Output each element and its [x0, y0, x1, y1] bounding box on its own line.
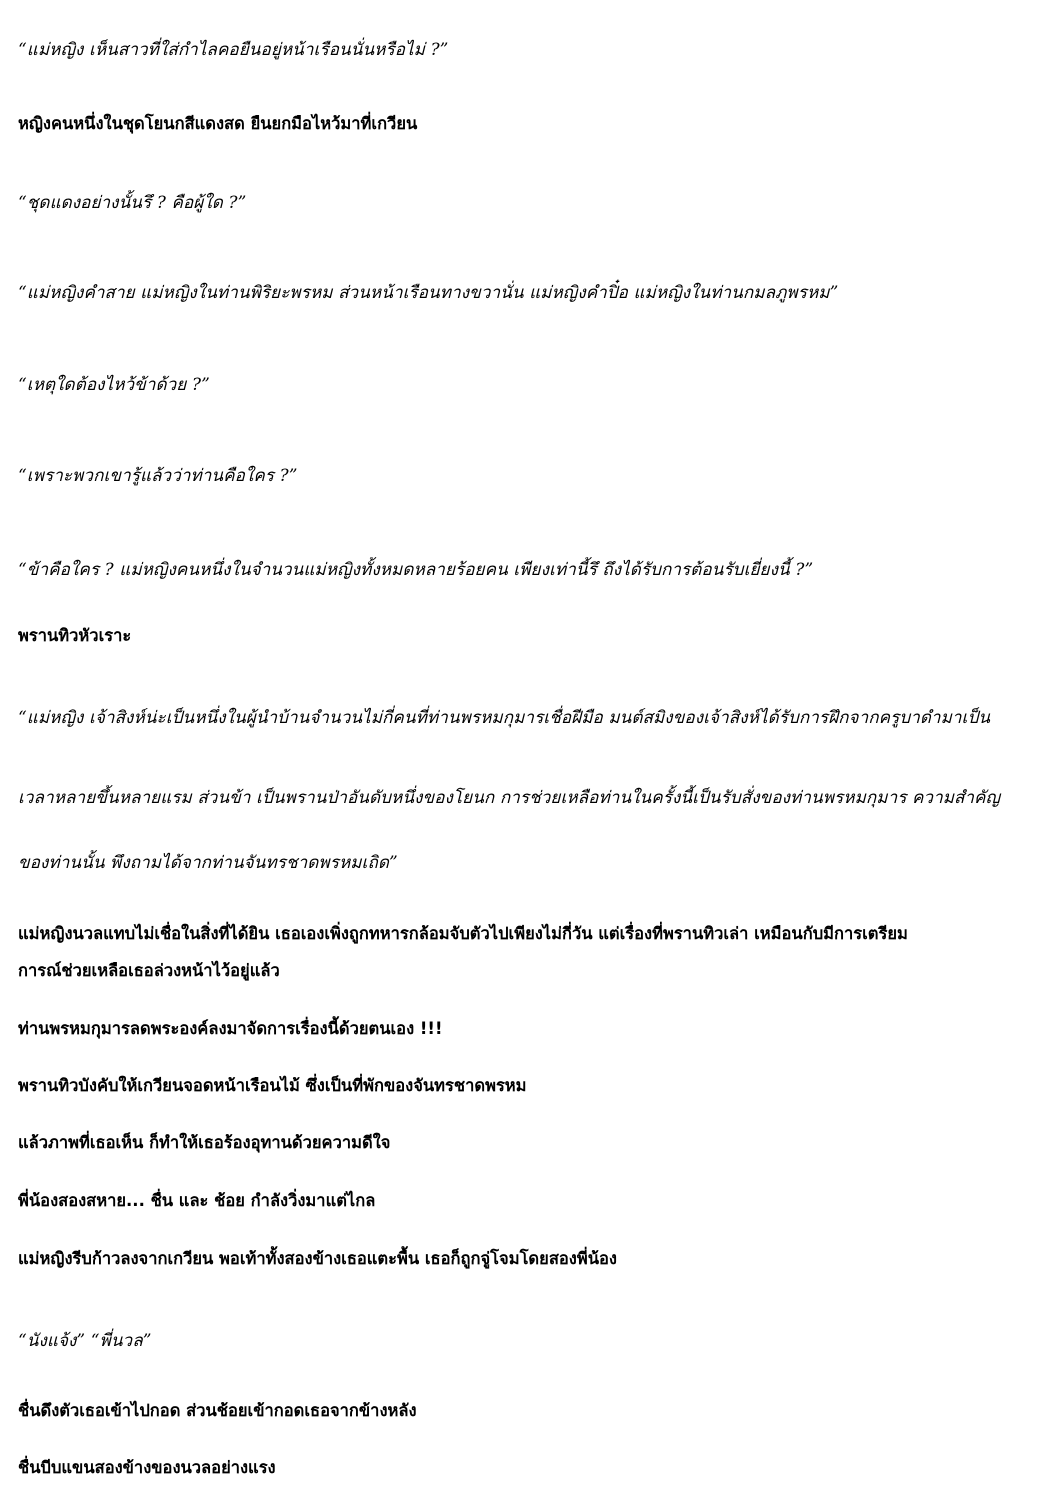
dialogue-line: “เหตุใดต้องไหว้ข้าด้วย ?” [18, 375, 210, 395]
dialogue-line: เวลาหลายขึ้นหลายแรม ส่วนข้า เป็นพรานป่าอันดับหนึ่งของโยนก การช่วยเหลือท่านในครั้งนี้เป็นรับสั่งของท่านพรหมกุมาร ความสำคัญ [18, 788, 1001, 808]
dialogue-line: “แม่หญิง เจ้าสิงห์น่ะเป็นหนึ่งในผู้นำบ้านจำนวนไม่กี่คนที่ท่านพรหมกุมารเชื่อฝีมือ มนต์สมิงของเจ้าสิงห์ได้รับการฝึกจากครูบาดำมาเป็น [18, 708, 991, 728]
narration-line: การณ์ช่วยเหลือเธอล่วงหน้าไว้อยู่แล้ว [18, 961, 280, 980]
dialogue-line: “ข้าคือใคร ? แม่หญิงคนหนึ่งในจำนวนแม่หญิงทั้งหมดหลายร้อยคน เพียงเท่านี้รึ ถึงได้รับการต้อนรับเยี่ยงนี้ ?” [18, 560, 814, 580]
narration-line: แล้วภาพที่เธอเห็น ก็ทำให้เธอร้องอุทานด้วยความดีใจ [18, 1133, 391, 1152]
dialogue-line: “นังแจ้ง” “พี่นวล” [18, 1331, 152, 1351]
narration-line: ชื่นบีบแขนสองข้างของนวลอย่างแรง [18, 1458, 276, 1477]
dialogue-line: “แม่หญิงคำสาย แม่หญิงในท่านพิริยะพรหม ส่วนหน้าเรือนทางขวานั่น แม่หญิงคำปิ๋อ แม่หญิงในท่านกมลภูพรหม” [18, 283, 839, 303]
narration-line: พรานทิวบังคับให้เกวียนจอดหน้าเรือนไม้ ซึ่งเป็นที่พักของจันทรชาดพรหม [18, 1076, 527, 1095]
narration-line: แม่หญิงนวลแทบไม่เชื่อในสิ่งที่ได้ยิน เธอเองเพิ่งถูกทหารกล้อมจับตัวไปเพียงไม่กี่วัน แต่เรื่องที่พรานทิวเล่า เหมือนกับมีการเตรียม [18, 924, 908, 943]
narration-line: ชื่นดึงตัวเธอเข้าไปกอด ส่วนช้อยเข้ากอดเธอจากข้างหลัง [18, 1401, 417, 1420]
dialogue-line: “แม่หญิง เห็นสาวที่ใส่กำไลคอยืนอยู่หน้าเรือนนั่นหรือไม่ ?” [18, 40, 449, 60]
dialogue-line: “เพราะพวกเขารู้แล้วว่าท่านคือใคร ?” [18, 466, 298, 486]
narration-line: พี่น้องสองสหาย... ชื่น และ ช้อย กำลังวิ่งมาแต่ไกล [18, 1191, 376, 1210]
dialogue-line: ของท่านนั้น พึงถามได้จากท่านจันทรชาดพรหมเถิด” [18, 853, 398, 873]
narration-line: แม่หญิงรีบก้าวลงจากเกวียน พอเท้าทั้งสองข้างเธอแตะพื้น เธอก็ถูกจู่โจมโดยสองพี่น้อง [18, 1249, 617, 1268]
narration-line: ท่านพรหมกุมารลดพระองค์ลงมาจัดการเรื่องนี้ด้วยตนเอง !!! [18, 1019, 443, 1038]
narration-line: พรานทิวหัวเราะ [18, 626, 132, 645]
narration-line: หญิงคนหนึ่งในชุดโยนกสีแดงสด ยืนยกมือไหว้มาที่เกวียน [18, 114, 418, 133]
dialogue-line: “ชุดแดงอย่างนั้นรึ ? คือผู้ใด ?” [18, 193, 247, 213]
